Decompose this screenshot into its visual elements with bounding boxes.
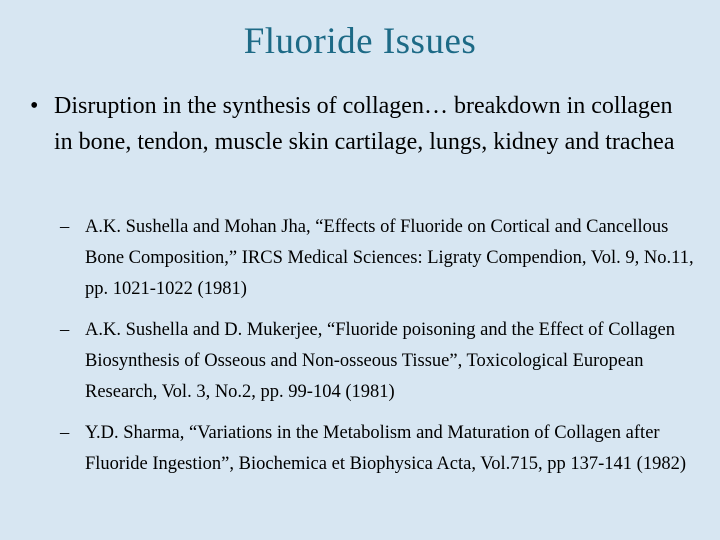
bullet-text: Disruption in the synthesis of collagen… breakdown in collagen in bone, tendon, muscle skin cartilage, lungs, kidney and trachea bbox=[54, 93, 675, 155]
reference-text: A.K. Sushella and D. Mukerjee, “Fluoride poisoning and the Effect of Collagen Biosynthesis of Osseous and Non-osseous Tissue”, Toxicological European Research, Vol. 3, No.2, pp. 99-104 (1981) bbox=[85, 320, 675, 402]
reference-item bbox=[48, 315, 698, 408]
reference-marker: – bbox=[60, 320, 70, 340]
reference-text: A.K. Sushella and Mohan Jha, “Effects of Fluoride on Cortical and Cancellous Bone Composition,” IRCS Medical Sciences: Ligraty Compendion, Vol. 9, No.11, pp. 1021-1022 (1981) bbox=[85, 217, 694, 299]
bullet-marker: • bbox=[30, 93, 39, 119]
reference-text: Y.D. Sharma, “Variations in the Metabolism and Maturation of Collagen after Fluoride Ingestion”, Biochemica et Biophysica Acta, Vol.715, pp 137-141 (1982) bbox=[85, 423, 686, 474]
reference-marker: – bbox=[60, 423, 70, 443]
slide-title: Fluoride Issues bbox=[243, 21, 477, 62]
reference-item bbox=[48, 212, 698, 305]
reference-marker: – bbox=[60, 217, 70, 237]
main-bullet bbox=[30, 88, 690, 160]
reference-item bbox=[48, 418, 698, 480]
